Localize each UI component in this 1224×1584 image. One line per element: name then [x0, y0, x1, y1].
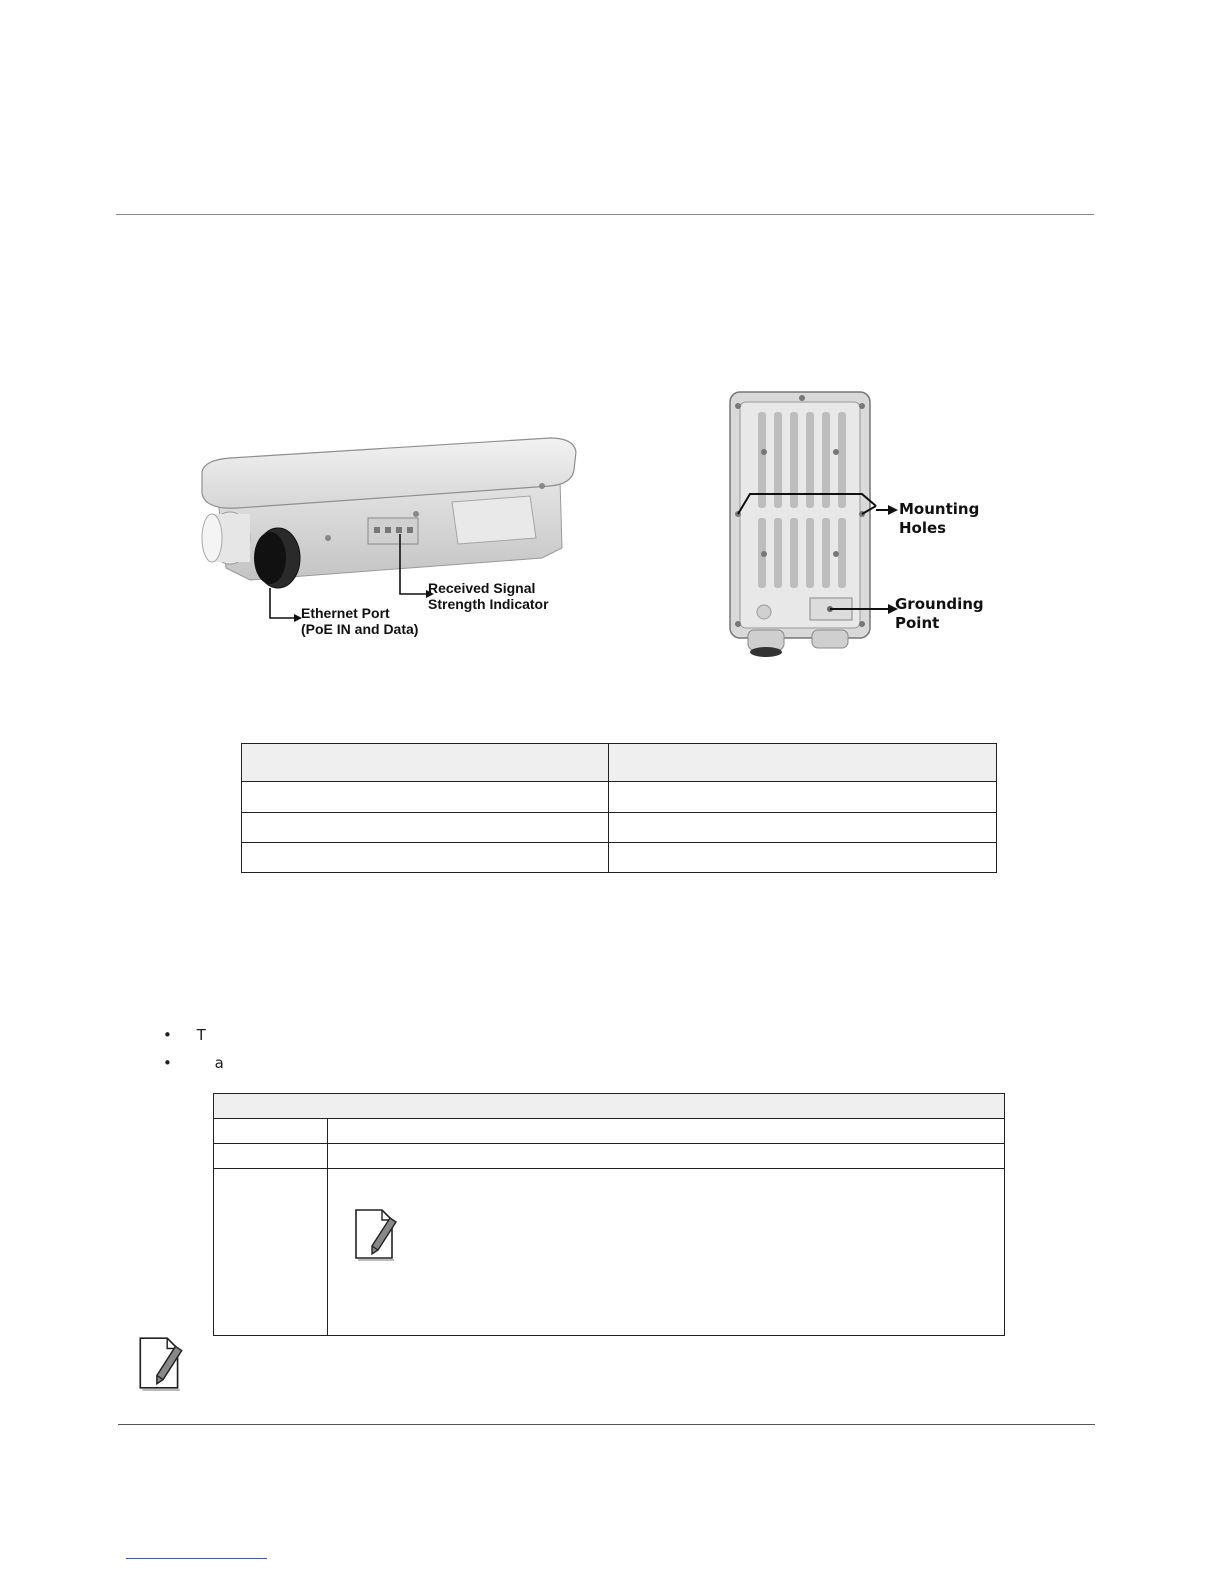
bullet-dot: •	[163, 1026, 172, 1044]
table-row	[214, 1119, 1005, 1144]
device-back-figure	[726, 388, 886, 658]
note-pencil-icon	[352, 1206, 400, 1262]
note-pencil-icon	[136, 1334, 186, 1392]
table-header-cell	[242, 744, 609, 782]
table-cell	[242, 843, 609, 873]
table-header-cell	[609, 744, 997, 782]
table-cell	[242, 782, 609, 813]
table-cell	[242, 813, 609, 843]
table-cell	[609, 843, 997, 873]
table-cell	[609, 813, 997, 843]
header-rule	[116, 214, 1094, 215]
footer-rule	[118, 1424, 1095, 1425]
table-header-row	[242, 744, 997, 782]
bullet-text: a	[214, 1054, 224, 1072]
table-row	[242, 813, 997, 843]
bullet-text: T	[196, 1026, 206, 1044]
table-header-cell	[214, 1094, 1005, 1119]
table-cell	[328, 1144, 1005, 1169]
table-header-row	[214, 1094, 1005, 1119]
details-table	[213, 1093, 1005, 1336]
rssi-callout: Received Signal Strength Indicator	[428, 580, 549, 612]
footer-link-underline[interactable]	[126, 1558, 267, 1559]
table-row	[242, 782, 997, 813]
table-cell	[328, 1119, 1005, 1144]
table-cell	[328, 1169, 1005, 1336]
table-cell	[609, 782, 997, 813]
device-back-illustration	[726, 388, 886, 658]
specs-table	[241, 743, 997, 873]
ethernet-port-callout: Ethernet Port (PoE IN and Data)	[301, 605, 419, 637]
bullet-dot: •	[163, 1054, 172, 1072]
bullet-item	[163, 1026, 206, 1044]
table-row	[214, 1144, 1005, 1169]
table-cell	[214, 1119, 328, 1144]
table-row	[242, 843, 997, 873]
grounding-point-callout: Grounding Point	[895, 595, 984, 632]
table-row	[214, 1169, 1005, 1336]
bullet-item	[163, 1054, 224, 1072]
table-cell	[214, 1144, 328, 1169]
table-cell	[214, 1169, 328, 1336]
mounting-holes-callout: Mounting Holes	[899, 500, 980, 537]
